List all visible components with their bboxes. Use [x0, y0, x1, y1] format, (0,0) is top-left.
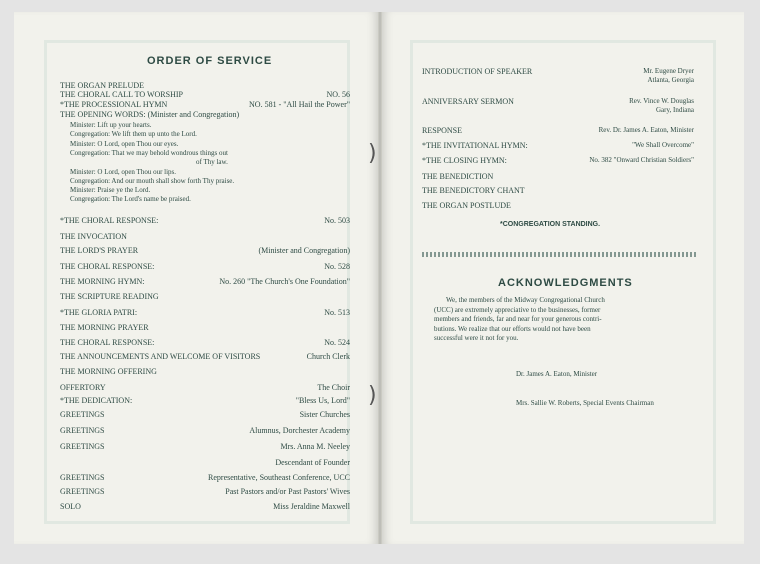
acknowledgments-title: ACKNOWLEDGMENTS — [498, 277, 633, 289]
program-item-detail: Rev. Dr. James A. Eaton, Minister — [598, 126, 694, 134]
staple-top: ) — [368, 141, 377, 166]
litany-line: Minister: O Lord, open Thou our lips. — [70, 167, 177, 176]
acknowledgments-line: (UCC) are extremely appreciative to the businesses, former — [434, 305, 601, 314]
program-item-detail: Mrs. Anna M. Neeley — [280, 442, 350, 451]
program-item-detail: No. 260 "The Church's One Foundation" — [219, 277, 350, 286]
litany-line: Congregation: That we may behold wondrous things out — [70, 148, 228, 157]
program-item-detail: Miss Jeraldine Maxwell — [273, 502, 350, 511]
program-item-detail: Representative, Southeast Conference, UCC — [208, 473, 350, 482]
litany-line: Congregation: We lift them up unto the Lord. — [70, 130, 197, 139]
staple-bottom: ) — [368, 383, 377, 408]
congregation-standing-note: *CONGREGATION STANDING. — [500, 221, 601, 228]
program-item-detail: NO. 56 — [326, 90, 350, 99]
program-item-label: SOLO — [60, 502, 81, 511]
program-item-label: OFFERTORY — [60, 383, 106, 392]
minister-signature: Dr. James A. Eaton, Minister — [516, 370, 598, 378]
program-item-detail: "We Shall Overcome" — [632, 141, 694, 149]
litany-line: Congregation: The Lord's name be praised. — [70, 195, 191, 204]
program-item-label: *THE DEDICATION: — [60, 396, 133, 405]
program-item-detail: No. 528 — [324, 262, 350, 271]
program-item-detail: (Minister and Congregation) — [258, 246, 350, 255]
program-item-detail: No. 382 "Onward Christian Soldiers" — [589, 156, 694, 164]
program-item-label: THE CHORAL RESPONSE: — [60, 338, 155, 347]
litany-line: Minister: Lift up your hearts. — [70, 121, 152, 129]
program-item-location: Gary, Indiana — [655, 106, 694, 114]
program-item-detail: Rev. Vince W. Douglas — [629, 97, 694, 105]
program-row — [60, 308, 350, 318]
program-row — [60, 487, 350, 497]
program-item-label: GREETINGS — [60, 410, 105, 419]
program-item-detail: Descendant of Founder — [275, 458, 350, 467]
program-row — [60, 367, 350, 377]
program-row — [60, 90, 350, 100]
program-item-label: THE MORNING OFFERING — [60, 367, 157, 376]
program-item-label: THE ANNOUNCEMENTS AND WELCOME OF VISITORS — [60, 352, 261, 361]
program-row — [60, 410, 350, 420]
acknowledgments-line: successful were it not for you. — [434, 334, 519, 342]
program-row — [60, 323, 350, 333]
program-item-label: THE SCRIPTURE READING — [60, 292, 159, 301]
program-item-label: THE OPENING WORDS: (Minister and Congregation) — [60, 110, 240, 119]
program-item-label: THE CHORAL CALL TO WORSHIP — [60, 90, 183, 99]
program-row — [60, 396, 350, 406]
program-row — [60, 100, 350, 110]
program-row — [60, 232, 350, 242]
litany-line: of Thy law. — [196, 158, 228, 167]
program-item-label: THE BENEDICTORY CHANT — [422, 186, 525, 195]
program-item-detail: Past Pastors and/or Past Pastors' Wives — [225, 487, 350, 496]
program-item-detail: No. 513 — [324, 308, 350, 317]
program-item-label: GREETINGS — [60, 442, 105, 451]
program-item-label: *THE PROCESSIONAL HYMN — [60, 100, 168, 109]
program-item-detail: Mr. Eugene Dryer — [643, 67, 694, 75]
acknowledgments-line: members and friends, far and near for your generous contri- — [434, 315, 602, 323]
chairman-signature: Mrs. Sallie W. Roberts, Special Events Chairman — [516, 399, 654, 407]
program-item-label: GREETINGS — [60, 487, 105, 496]
program-item-label: THE BENEDICTION — [422, 172, 494, 181]
program-item-detail: No. 524 — [324, 338, 350, 347]
program-item-label: GREETINGS — [60, 426, 105, 435]
program-item-label: *THE GLORIA PATRI: — [60, 308, 138, 317]
program-item-detail: The Choir — [317, 383, 350, 392]
program-item-detail: Church Clerk — [306, 352, 350, 361]
program-item-detail: Alumnus, Dorchester Academy — [249, 426, 350, 435]
program-item-label: *THE INVITATIONAL HYMN: — [422, 141, 528, 150]
program-row — [60, 338, 350, 348]
order-of-service-title: ORDER OF SERVICE — [147, 55, 273, 67]
program-item-label: THE CHORAL RESPONSE: — [60, 262, 155, 271]
program-item-label: THE ORGAN POSTLUDE — [422, 201, 511, 210]
program-row — [60, 352, 350, 362]
litany-line: Congregation: And our mouth shall show forth Thy praise. — [70, 176, 235, 185]
program-row — [60, 502, 350, 512]
program-row — [60, 246, 350, 256]
litany-line: Minister: O Lord, open Thou our eyes. — [70, 139, 179, 148]
dotted-divider — [422, 252, 696, 257]
program-item-label: ANNIVERSARY SERMON — [422, 97, 514, 106]
program-item-label: GREETINGS — [60, 473, 105, 482]
program-item-detail: "Bless Us, Lord" — [295, 396, 350, 405]
program-row — [60, 292, 350, 302]
acknowledgments-line: butions. We realize that our efforts would not have been — [434, 324, 591, 333]
program-item-label: RESPONSE — [422, 126, 463, 135]
program-item-detail: Sister Churches — [299, 410, 350, 419]
litany-line: Minister: Praise ye the Lord. — [70, 186, 151, 195]
acknowledgments-line: We, the members of the Midway Congregational Church — [446, 296, 605, 304]
program-item-label: THE INVOCATION — [60, 232, 127, 241]
booklet-spine — [378, 12, 382, 544]
program-item-label: THE ORGAN PRELUDE — [60, 81, 144, 90]
program-item-label: THE MORNING HYMN: — [60, 277, 145, 286]
program-row — [60, 383, 350, 393]
program-item-label: *THE CLOSING HYMN: — [422, 156, 507, 165]
program-row — [60, 442, 350, 452]
program-row — [60, 473, 350, 483]
program-row — [60, 110, 350, 120]
program-item-detail: NO. 581 - "All Hail the Power" — [249, 100, 350, 109]
program-item-label: THE LORD'S PRAYER — [60, 246, 139, 255]
program-item-label: INTRODUCTION OF SPEAKER — [422, 67, 533, 76]
program-row — [60, 216, 350, 226]
program-item-label: THE MORNING PRAYER — [60, 323, 149, 332]
program-row — [60, 262, 350, 272]
program-row — [60, 277, 350, 287]
program-row — [60, 426, 350, 436]
program-item-detail: No. 503 — [324, 216, 350, 225]
program-item-location: Atlanta, Georgia — [647, 76, 694, 84]
program-row — [60, 458, 350, 468]
acknowledgments-paragraph — [434, 296, 696, 344]
program-item-label: *THE CHORAL RESPONSE: — [60, 216, 159, 225]
